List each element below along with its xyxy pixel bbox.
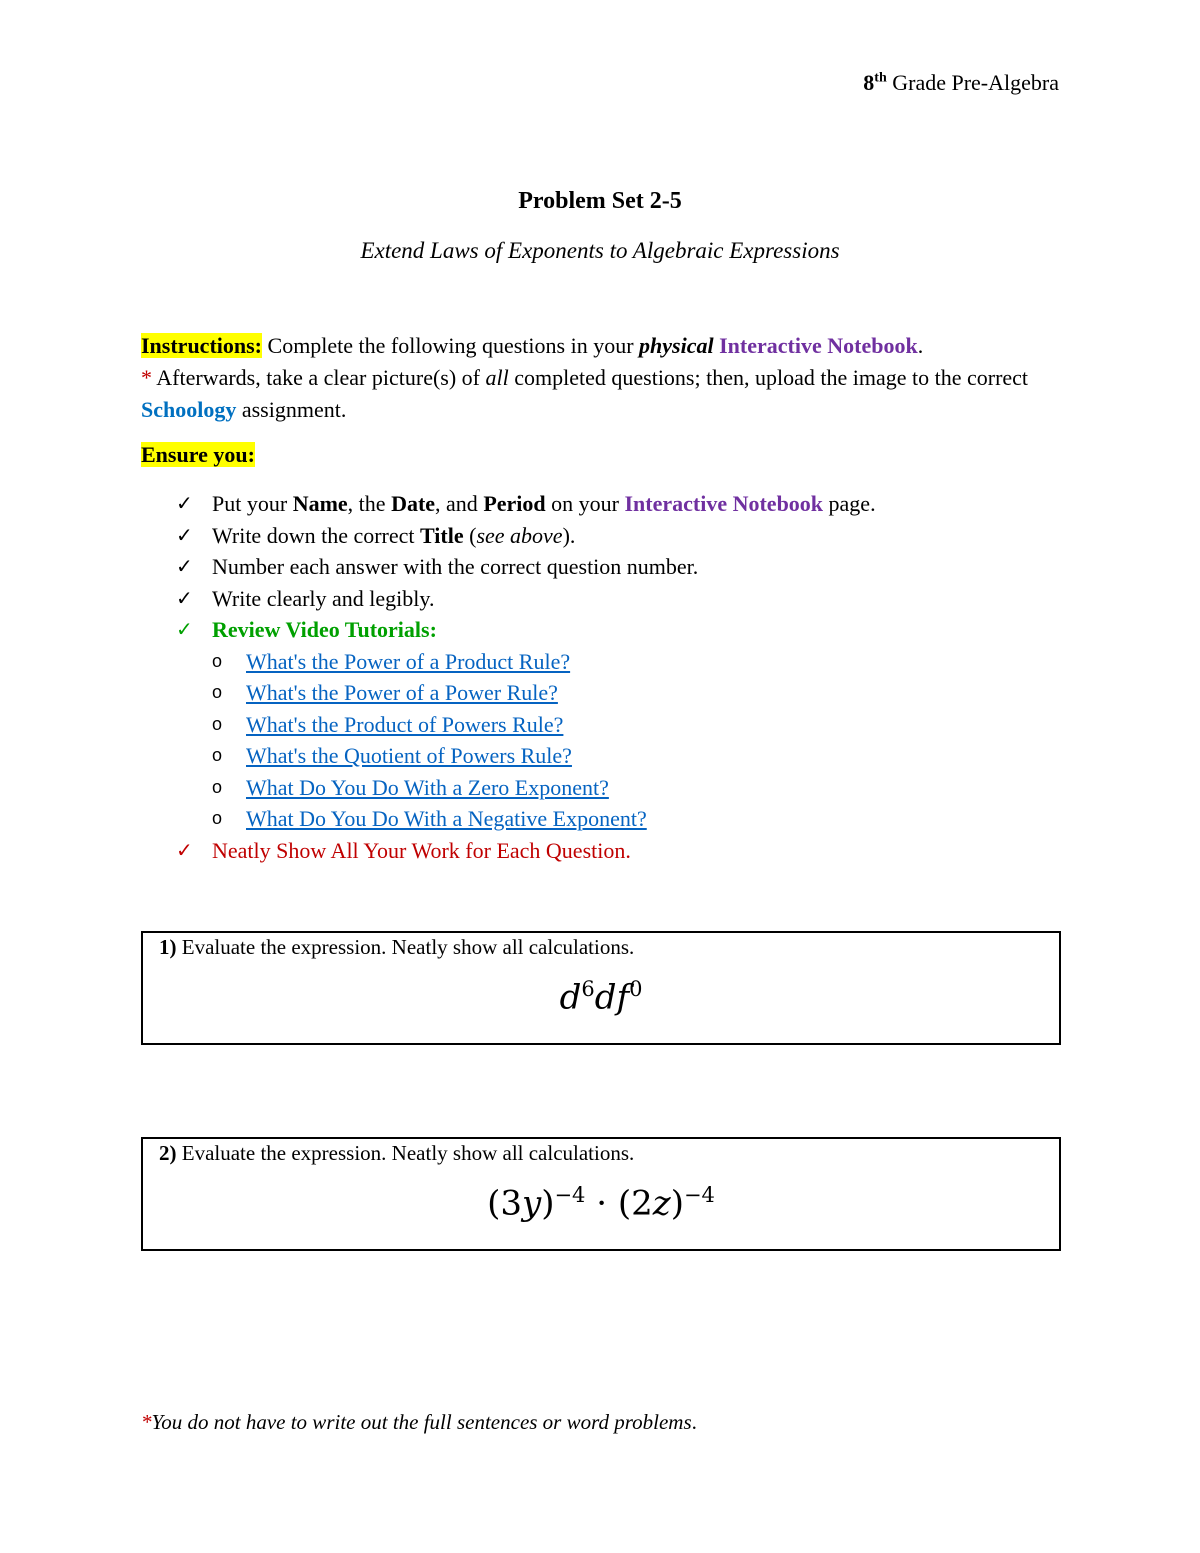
course-name: Grade Pre-Algebra (892, 70, 1059, 95)
expr1-exp-6: 6 (581, 977, 595, 1001)
instructions-text-2: Afterwards, take a clear picture(s) of (152, 365, 486, 390)
expr2-exp-1: −4 (554, 1183, 586, 1207)
circle-bullet-icon: o (212, 745, 223, 765)
video-links-container (176, 646, 1076, 835)
video-link-power-of-product[interactable]: What's the Power of a Product Rule? (246, 648, 571, 674)
item1-name: Name (292, 491, 348, 516)
expr1-base-f: f (616, 977, 630, 1018)
problem-2-number: 2) (159, 1141, 177, 1165)
ensure-label-text: Ensure you: (141, 442, 255, 467)
list-item (176, 677, 1076, 709)
footnote-text: You do not have to write out the full sentences or word problems (151, 1410, 692, 1434)
instructions-text-4: assignment. (236, 397, 347, 422)
grade-number: 8 (863, 70, 875, 95)
item1-period: Period (483, 491, 546, 516)
video-link-power-of-power[interactable]: What's the Power of a Power Rule? (246, 680, 558, 705)
item2-text-a: Write down the correct (212, 522, 421, 548)
expr1-base-d2: d (594, 977, 617, 1018)
problem-2-text: Evaluate the expression. Neatly show all calculations. (176, 1141, 635, 1165)
expr2-lparen-2: ( (617, 1183, 632, 1224)
circle-bullet-icon: o (212, 650, 223, 671)
problem-1-prompt (159, 935, 634, 960)
expr2-lparen-1: ( (487, 1183, 501, 1224)
expr2-coef-2: 2 (631, 1183, 653, 1224)
instructions-text-1: Complete the following questions in your (262, 333, 640, 358)
item1-date: Date (391, 491, 436, 516)
video-link-zero-exponent[interactable]: What Do You Do With a Zero Exponent? (246, 774, 609, 800)
expr2-rparen-2: ) (670, 1183, 684, 1224)
problem-1-text: Evaluate the expression. Neatly show all calculations. (176, 935, 635, 959)
footnote-asterisk: * (141, 1410, 152, 1434)
problem-2-box (141, 1137, 1061, 1251)
notebook-word: Interactive Notebook (719, 333, 918, 358)
expr1-exp-0: 0 (629, 977, 643, 1001)
list-item (176, 709, 1076, 741)
problem-1-number: 1) (159, 935, 177, 959)
expr2-coef-3: 3 (500, 1183, 522, 1224)
item1-text-c: , and (435, 491, 484, 516)
expr2-var-z: z (652, 1183, 671, 1224)
item1-text-a: Put your (212, 491, 293, 516)
instructions-text-3: completed questions; then, upload the image to the correct (508, 365, 1029, 390)
expr1-base-d: d (559, 977, 582, 1018)
item2-text-b: ( (463, 522, 477, 548)
checkmark-icon: ✓ (176, 617, 193, 641)
circle-bullet-icon: o (212, 682, 223, 702)
ensure-label (141, 442, 255, 468)
video-link-quotient-of-powers[interactable]: What's the Quotient of Powers Rule? (246, 743, 572, 768)
checkmark-icon: ✓ (176, 491, 193, 515)
checklist-item-show-work (176, 835, 1076, 867)
instructions-label: Instructions: (141, 333, 263, 358)
checklist-item (176, 583, 1076, 615)
list-item (176, 772, 1076, 804)
expr2-var-y: y (521, 1183, 542, 1224)
expr2-dot: · (585, 1183, 618, 1224)
item1-text-e: page. (823, 491, 876, 516)
asterisk-mark: * (141, 365, 152, 390)
item2-text-c: ). (562, 522, 576, 548)
video-link-negative-exponent[interactable]: What Do You Do With a Negative Exponent? (246, 806, 647, 831)
problem-1-expression (143, 977, 1059, 1017)
physical-word: physical (639, 333, 714, 358)
problem-2-prompt (159, 1141, 634, 1166)
review-videos-label: Review Video Tutorials: (212, 617, 437, 642)
expr2-exp-2: −4 (683, 1183, 715, 1207)
circle-bullet-icon: o (212, 776, 223, 797)
circle-bullet-icon: o (212, 808, 223, 828)
show-work-text: Neatly Show All Your Work for Each Question. (212, 837, 631, 863)
checklist-item (176, 551, 1076, 583)
all-word: all (485, 365, 509, 390)
grade-suffix: th (874, 70, 887, 86)
footnote (141, 1410, 697, 1435)
list-item (176, 803, 1076, 835)
instructions-period: . (917, 333, 924, 358)
ensure-checklist (176, 488, 1076, 866)
schoology-word: Schoology (141, 397, 237, 422)
checklist-item (176, 488, 1076, 520)
item1-text-b: , the (347, 491, 392, 516)
checkmark-icon: ✓ (176, 554, 193, 578)
checkmark-icon: ✓ (176, 585, 193, 610)
instructions-paragraph (141, 330, 1061, 426)
problem-1-box (141, 931, 1061, 1045)
checkmark-icon: ✓ (176, 522, 193, 547)
expr2-rparen-1: ) (541, 1183, 555, 1224)
problem-2-expression (143, 1183, 1059, 1223)
page-title: Problem Set 2-5 (518, 188, 682, 214)
video-link-product-of-powers[interactable]: What's the Product of Powers Rule? (246, 711, 564, 737)
checklist-item-videos (176, 614, 1076, 646)
item3-text: Number each answer with the correct question number. (212, 554, 699, 579)
page-subtitle: Extend Laws of Exponents to Algebraic Expressions (360, 238, 840, 263)
list-item (176, 646, 1076, 678)
item2-title: Title (420, 522, 464, 548)
item2-see-above: see above (476, 522, 563, 548)
course-header (863, 70, 1059, 96)
item1-text-d: on your (545, 491, 625, 516)
footnote-period: . (691, 1410, 697, 1434)
checkmark-icon: ✓ (176, 837, 193, 862)
checklist-item (176, 520, 1076, 552)
item1-notebook: Interactive Notebook (624, 491, 824, 516)
video-links-list (176, 646, 1076, 835)
list-item (176, 740, 1076, 772)
item4-text: Write clearly and legibly. (212, 585, 435, 611)
circle-bullet-icon: o (212, 713, 223, 734)
